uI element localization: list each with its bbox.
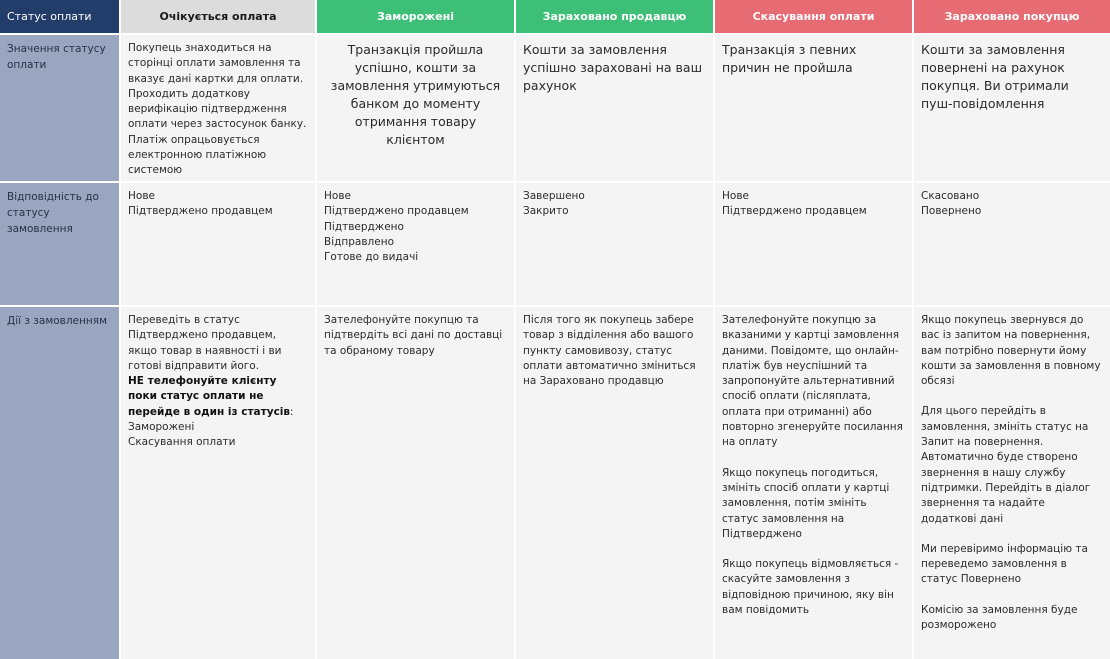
header-credited-buyer-label: Зараховано покупцю bbox=[944, 10, 1080, 23]
order-status-item: Підтверджено bbox=[324, 220, 404, 233]
action-paragraph: Зателефонуйте покупцю за вказаними у картці замовлення даними. Повідомте, що онлайн-платіж був неуспішний та запропонуйте альтернативний спосіб оплати (післяплата, оплата при отриманні) або повторно згенеруйте посилання на оплату bbox=[722, 314, 903, 449]
cell-actions-awaiting bbox=[121, 307, 315, 659]
cell-meaning-cancelled: Транзакція з певних причин не пройшла bbox=[715, 35, 912, 181]
header-status-label: Статус оплати bbox=[7, 10, 92, 23]
header-cancelled-label: Скасування оплати bbox=[752, 10, 875, 23]
order-status-item: Нове bbox=[128, 190, 155, 202]
order-status-item: Завершено bbox=[523, 190, 585, 202]
action-paragraph: Комісію за замовлення буде розморожено bbox=[921, 603, 1078, 632]
cell-actions-credited-seller: Після того як покупець забере товар з відділення або вашого пункту самовивозу, статус оплати автоматично зміниться на Зараховано продавцю bbox=[516, 307, 713, 659]
payment-status-item: Заморожені bbox=[128, 421, 195, 434]
action-paragraph: Якщо покупець погодиться, змініть спосіб оплати у картці замовлення, потім змініть статус замовлення на Підтверджено bbox=[722, 466, 890, 540]
order-status-item: Скасовано bbox=[921, 190, 980, 202]
header-frozen bbox=[317, 0, 514, 33]
cell-correspondence-credited-buyer bbox=[914, 183, 1110, 305]
order-status-item: Підтверджено продавцем bbox=[722, 205, 867, 218]
cell-meaning-frozen: Транзакція пройшла успішно, кошти за замовлення утримуються банком до моменту отримання товару клієнтом bbox=[317, 35, 514, 181]
cell-actions-credited-buyer bbox=[914, 307, 1110, 659]
header-status bbox=[0, 0, 119, 33]
order-status-item: Нове bbox=[324, 190, 351, 202]
cell-correspondence-frozen bbox=[317, 183, 514, 305]
action-paragraph: Якщо покупець відмовляється - скасуйте замовлення з відповідною причиною, яку він вам повідомить bbox=[722, 558, 899, 617]
cell-correspondence-credited-seller bbox=[516, 183, 713, 305]
action-paragraph: Для цього перейдіть в замовлення, змініть статус на Запит на повернення. Автоматично буде створено звернення в нашу службу підтримки. Перейдіть в діалог звернення та надайте додаткові дані bbox=[921, 405, 1091, 525]
action-intro-text: Переведіть в статус Підтверджено продавцем, якщо товар в наявності і ви готові відправити його. bbox=[128, 314, 282, 372]
row-label-meaning: Значення статусу оплати bbox=[0, 35, 119, 181]
header-frozen-label: Заморожені bbox=[377, 10, 454, 23]
cell-meaning-credited-buyer: Кошти за замовлення повернені на рахунок покупця. Ви отримали пуш-повідомлення bbox=[914, 35, 1110, 181]
warning-text: НЕ телефонуйте клієнту поки статус оплати не перейде в один із статусів bbox=[128, 375, 291, 418]
action-paragraph: Ми перевіримо інформацію та переведемо замовлення в статус Повернено bbox=[921, 542, 1088, 586]
row-label-correspondence: Відповідність до статусу замовлення bbox=[0, 183, 119, 305]
cell-correspondence-awaiting bbox=[121, 183, 315, 305]
cell-meaning-credited-seller: Кошти за замовлення успішно зараховані на ваш рахунок bbox=[516, 35, 713, 181]
cell-actions-cancelled bbox=[715, 307, 912, 659]
header-credited-seller bbox=[516, 0, 713, 33]
warning-colon: : bbox=[290, 405, 294, 418]
header-cancelled bbox=[715, 0, 912, 33]
row-label-actions: Дії з замовленням bbox=[0, 307, 119, 659]
header-credited-buyer bbox=[914, 0, 1110, 33]
cell-meaning-awaiting: Покупець знаходиться на сторінці оплати замовлення та вказує дані картки для оплати. Проходить додаткову верифікацію підтвердження оплати через застосунок банку. Платіж опрацьовується електронною платіжною системою bbox=[121, 35, 315, 181]
header-awaiting-payment bbox=[121, 0, 315, 33]
action-paragraph: Якщо покупець звернувся до вас із запитом на повернення, вам потрібно повернути йому кошти за замовлення в повному обсязі bbox=[921, 314, 1101, 388]
header-awaiting-label: Очікується оплата bbox=[159, 10, 277, 23]
order-status-item: Нове bbox=[722, 190, 749, 202]
payment-status-item: Скасування оплати bbox=[128, 436, 236, 449]
order-status-item: Закрито bbox=[523, 205, 569, 218]
order-status-item: Підтверджено продавцем bbox=[128, 205, 273, 218]
cell-correspondence-cancelled bbox=[715, 183, 912, 305]
order-status-item: Відправлено bbox=[324, 235, 394, 248]
order-status-item: Готове до видачі bbox=[324, 251, 419, 264]
header-credited-seller-label: Зараховано продавцю bbox=[542, 10, 687, 23]
order-status-item: Підтверджено продавцем bbox=[324, 205, 469, 218]
order-status-item: Повернено bbox=[921, 205, 982, 218]
cell-actions-frozen: Зателефонуйте покупцю та підтвердіть всі дані по доставці та обраному товару bbox=[317, 307, 514, 659]
